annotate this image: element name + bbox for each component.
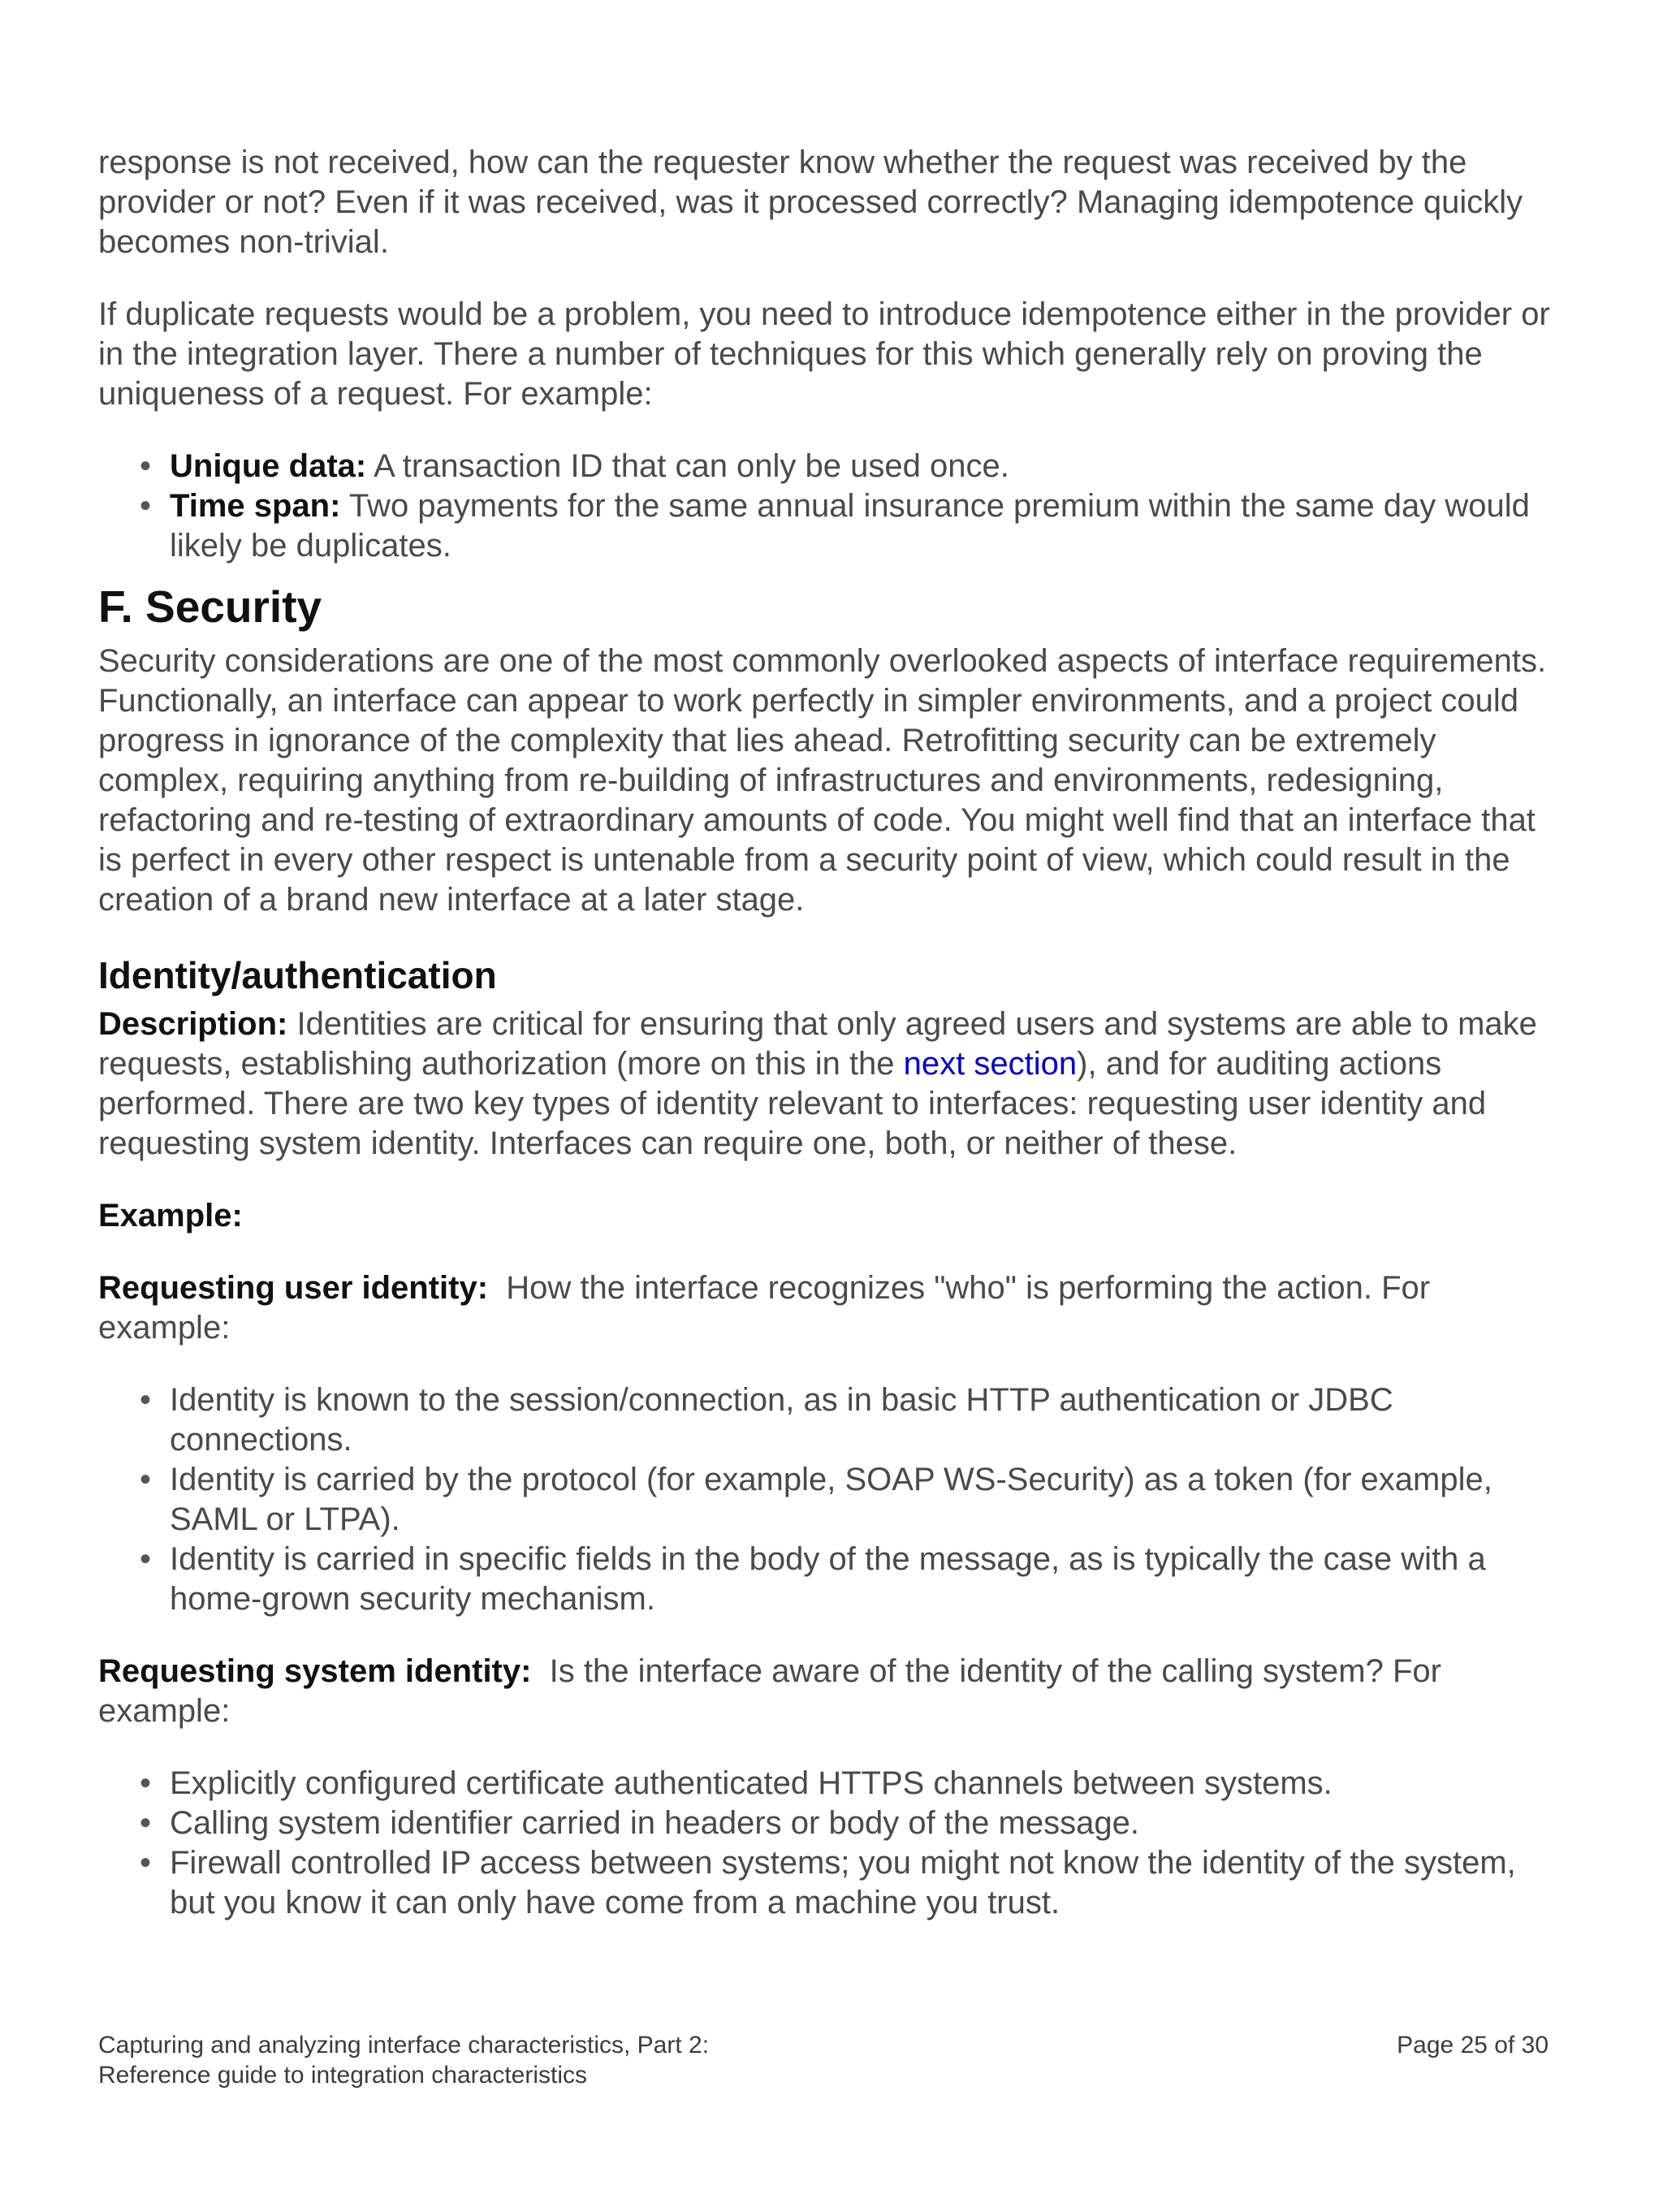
page-number: Page 25 of 30 xyxy=(1397,2032,1549,2059)
system-identity-label: Requesting system identity: xyxy=(98,1653,532,1689)
user-identity-label: Requesting user identity: xyxy=(98,1270,489,1306)
spacer xyxy=(98,1619,1560,1652)
intro-paragraph-2: If duplicate requests would be a problem, you need to introduce idempotence either in the provider or in the integration layer. There a number of techniques for this which generally rely on proving the uniqueness of a request. For example: xyxy=(98,296,1550,412)
list-item: • Identity is carried by the protocol (for example, SOAP WS-Security) as a token (for example, SAML or LTPA). xyxy=(170,1460,1560,1540)
section-heading-security: F. Security xyxy=(98,581,322,632)
identity-description xyxy=(98,1004,1560,1164)
bullet-text: Two payments for the same annual insurance premium within the same day would likely be duplicates. xyxy=(170,488,1530,564)
system-identity-paragraph xyxy=(98,1652,1560,1731)
footer-title-line-2: Reference guide to integration characteristics xyxy=(98,2062,587,2089)
list-item: • Firewall controlled IP access between systems; you might not know the identity of the system, but you know it can only have come from a machine you trust. xyxy=(170,1843,1560,1923)
bullet-text: A transaction ID that can only be used once. xyxy=(366,448,1009,484)
list-item: • Explicitly configured certificate authenticated HTTPS channels between systems. xyxy=(170,1764,1560,1804)
footer-document-title xyxy=(98,2030,709,2090)
example-label: Example: xyxy=(98,1198,243,1233)
user-identity-text: How the interface recognizes "who" is performing the action. For example: xyxy=(98,1270,1440,1346)
description-label: Description: xyxy=(98,1006,288,1042)
next-section-link[interactable]: next section xyxy=(903,1046,1078,1082)
subsection-heading-identity: Identity/authentication xyxy=(98,954,497,996)
description-text-post: ), and for auditing actions performed. There are two key types of identity relevant to interfaces: requesting user identity and requesting system identity. Interfaces can require one, both, or neither of these. xyxy=(98,1046,1487,1161)
security-paragraph: Security considerations are one of the most commonly overlooked aspects of interface requirements. Functionally, an interface can appear to work perfectly in simpler environments, and a project could progress in ignorance of the complexity that lies ahead. Retrofitting security can be extremely complex, requiring anything from re-building of infrastructures and environments, redesigning, refactoring and re-testing of extraordinary amounts of code. You might well find that an interface that is perfect in every other respect is untenable from a security point of view, which could result in the creation of a brand new interface at a later stage. xyxy=(98,643,1547,918)
list-item: • Calling system identifier carried in headers or body of the message. xyxy=(170,1804,1560,1843)
page-content xyxy=(98,143,1560,1923)
system-identity-list xyxy=(98,1764,1560,1923)
footer-title-line-1: Capturing and analyzing interface characteristics, Part 2: xyxy=(98,2032,710,2059)
list-item: • Identity is known to the session/connection, as in basic HTTP authentication or JDBC connections. xyxy=(170,1380,1560,1460)
bullet-label: Unique data: xyxy=(170,448,367,484)
description-text-pre: Identities are critical for ensuring that only agreed users and systems are able to make requests, establishing authorization (more on this in the xyxy=(98,1006,1537,1082)
user-identity-paragraph xyxy=(98,1268,1560,1348)
bullet-label: Time span: xyxy=(170,488,341,524)
list-item xyxy=(170,486,1560,566)
list-item: • Identity is carried in specific fields in the body of the message, as is typically the case with a home-grown security mechanism. xyxy=(170,1540,1560,1619)
idempotence-technique-list xyxy=(98,447,1560,566)
user-identity-list xyxy=(98,1380,1560,1619)
intro-paragraph-1: response is not received, how can the requester know whether the request was received by the provider or not? Even if it was received, was it processed correctly? Managing idempotence quickly becomes non-trivial. xyxy=(98,145,1523,260)
system-identity-text: Is the interface aware of the identity of the calling system? For example: xyxy=(98,1653,1451,1729)
list-item xyxy=(170,447,1560,486)
